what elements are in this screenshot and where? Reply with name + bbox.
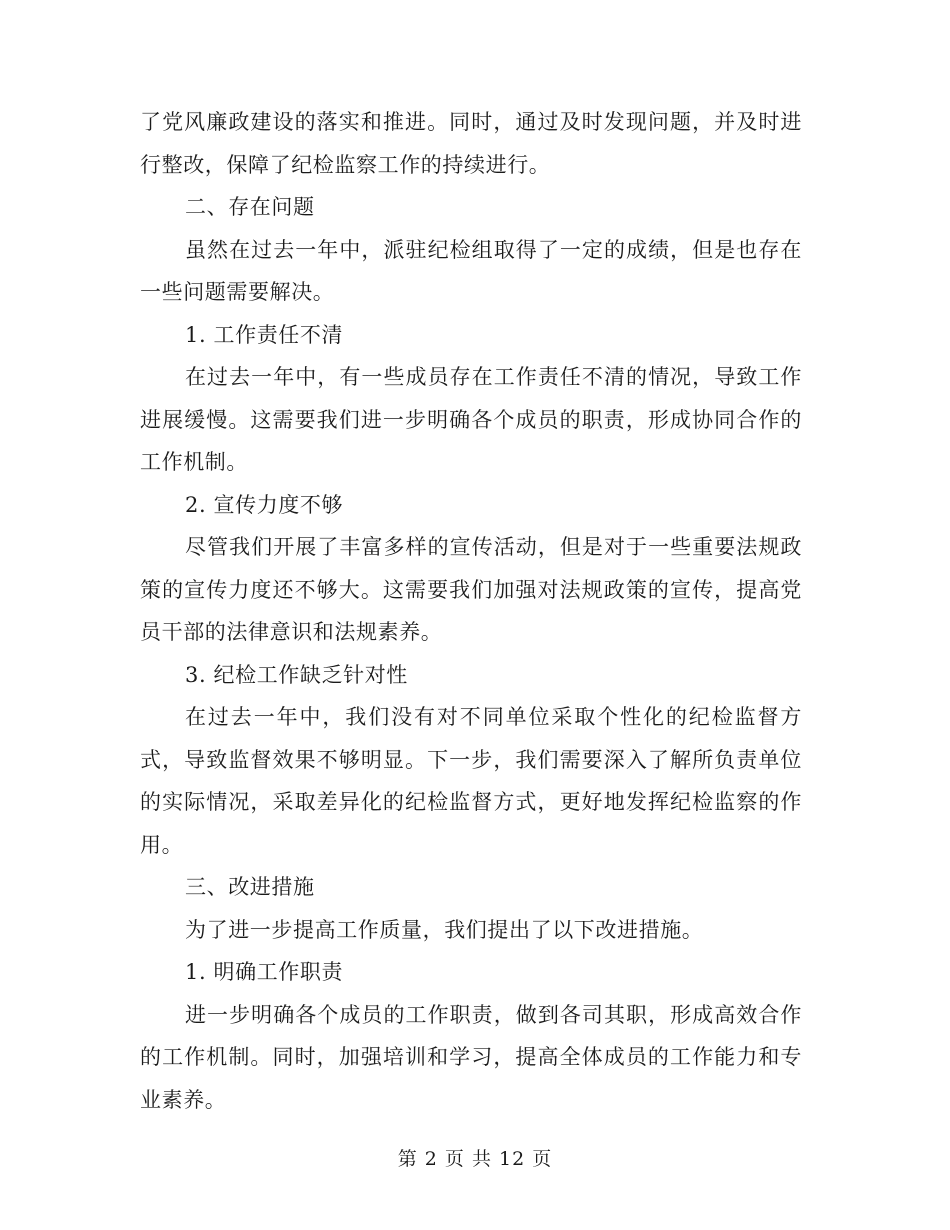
paragraph-improvements-intro: 为了进一步提高工作质量，我们提出了以下改进措施。 — [185, 917, 704, 942]
subheading-lack-of-targeting: 3. 纪检工作缺乏针对性 — [185, 662, 408, 687]
paragraph-unclear-responsibility: 在过去一年中，有一些成员存在工作责任不清的情况，导致工作进展缓慢。这需要我们进一步明确各个成员的职责，形成协同合作的工作机制。 — [140, 365, 802, 474]
subheading-insufficient-publicity: 2. 宣传力度不够 — [185, 492, 344, 517]
page-number-footer: 第 2 页 共 12 页 — [397, 1148, 553, 1170]
paragraph-insufficient-publicity: 尽管我们开展了丰富多样的宣传活动，但是对于一些重要法规政策的宣传力度还不够大。这需要我们加强对法规政策的宣传，提高党员干部的法律意识和法规素养。 — [140, 535, 802, 644]
section-heading-improvements: 三、改进措施 — [185, 875, 315, 899]
paragraph-lack-of-targeting: 在过去一年中，我们没有对不同单位采取个性化的纪检监督方式，导致监督效果不够明显。下一步，我们需要深入了解所负责单位的实际情况，采取差异化的纪检监督方式，更好地发挥纪检监察的作用。 — [140, 705, 802, 857]
subheading-unclear-responsibility: 1. 工作责任不清 — [185, 322, 344, 347]
paragraph-continuation: 了党风廉政建设的落实和推进。同时，通过及时发现问题，并及时进行整改，保障了纪检监察工作的持续进行。 — [140, 110, 802, 177]
paragraph-clarify-duties: 进一步明确各个成员的工作职责，做到各司其职，形成高效合作的工作机制。同时，加强培训和学习，提高全体成员的工作能力和专业素养。 — [140, 1002, 802, 1112]
section-heading-problems: 二、存在问题 — [185, 195, 315, 219]
paragraph-problems-intro: 虽然在过去一年中，派驻纪检组取得了一定的成绩，但是也存在一些问题需要解决。 — [140, 237, 802, 304]
document-body — [140, 101, 802, 1121]
subheading-clarify-duties: 1. 明确工作职责 — [185, 960, 344, 984]
